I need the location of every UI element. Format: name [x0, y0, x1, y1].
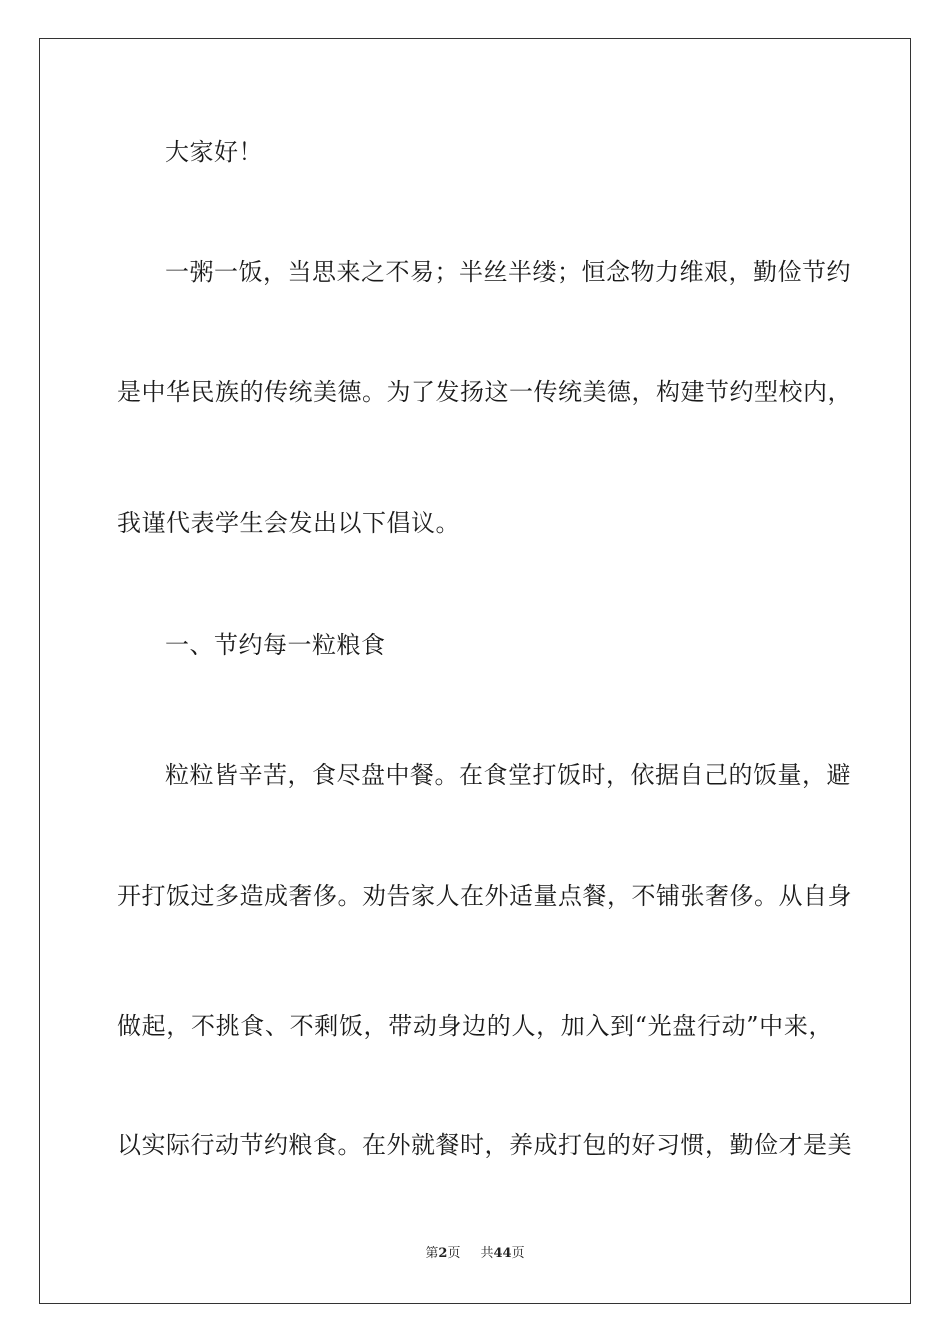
paragraph-1-line-2: 是中华民族的传统美德。为了发扬这一传统美德，构建节约型校内，: [117, 378, 852, 406]
page-footer: [0, 1245, 950, 1263]
total-prefix: 共: [480, 1246, 494, 1261]
page-suffix: 页: [447, 1246, 461, 1261]
paragraph-2-line-3: 做起，不挑食、不剩饭，带动身边的人，加入到“光盘行动”中来，: [117, 1012, 833, 1040]
page-border: [39, 38, 911, 1304]
section-heading: 一、节约每一粒粮食: [165, 631, 386, 659]
paragraph-1-line-1: 一粥一饭，当思来之不易；半丝半缕；恒念物力维艰，勤俭节约: [165, 258, 851, 286]
page-prefix: 第: [425, 1246, 439, 1261]
paragraph-2-line-1: 粒粒皆辛苦，食尽盘中餐。在食堂打饭时，依据自己的饭量，避: [165, 761, 851, 789]
paragraph-2-line-2: 开打饭过多造成奢侈。劝告家人在外适量点餐，不铺张奢侈。从自身: [117, 882, 852, 910]
total-suffix: 页: [511, 1246, 525, 1261]
greeting-line: 大家好！: [165, 138, 263, 166]
paragraph-2-line-4: 以实际行动节约粮食。在外就餐时，养成打包的好习惯，勤俭才是美: [117, 1131, 852, 1159]
page-number: 2: [438, 1246, 448, 1261]
total-pages: 44: [493, 1246, 512, 1261]
paragraph-1-line-3: 我谨代表学生会发出以下倡议。: [117, 509, 460, 537]
